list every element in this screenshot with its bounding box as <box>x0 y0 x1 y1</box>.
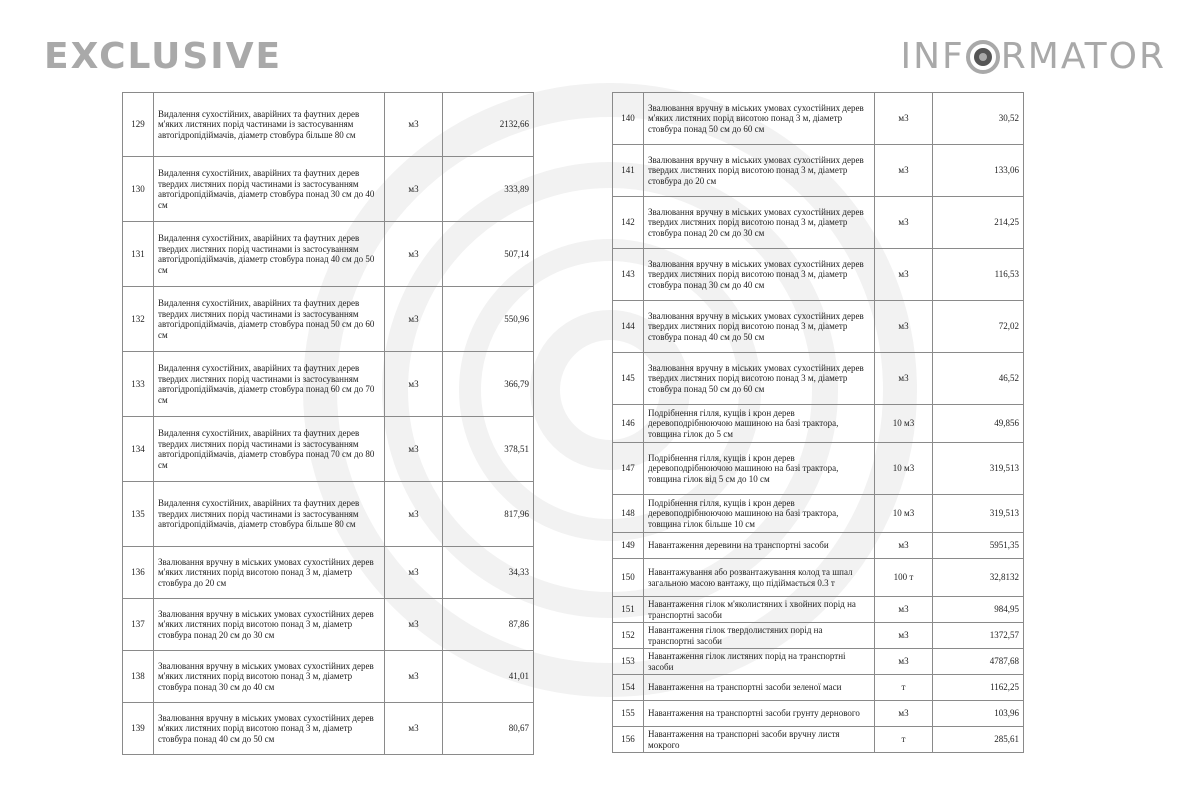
table-row <box>613 443 1024 495</box>
table-row <box>613 623 1024 649</box>
row-unit: м3 <box>875 197 933 249</box>
table-row <box>123 157 534 222</box>
row-unit: м3 <box>875 301 933 353</box>
table-row <box>613 727 1024 753</box>
row-number: 142 <box>613 197 644 249</box>
row-description: Видалення сухостійних, аварійних та фаутних дерев твердих листяних порід частинами із застосуванням автогідропідіймачів, діаметр стовбура понад 60 см до 70 см <box>154 352 385 417</box>
row-unit: м3 <box>385 599 443 651</box>
row-value: 116,53 <box>933 249 1024 301</box>
row-description: Видалення сухостійних, аварійних та фаутних дерев твердих листяних порід частинами із застосуванням автогідропідіймачів, діаметр стовбура більше 80 см <box>154 482 385 547</box>
row-number: 131 <box>123 222 154 287</box>
row-value: 34,33 <box>443 547 534 599</box>
row-value: 4787,68 <box>933 649 1024 675</box>
row-value: 333,89 <box>443 157 534 222</box>
table-row <box>613 649 1024 675</box>
row-value: 72,02 <box>933 301 1024 353</box>
table-row <box>613 405 1024 443</box>
row-number: 145 <box>613 353 644 405</box>
row-number: 156 <box>613 727 644 753</box>
row-description: Навантажування або розвантажування колод та шпал загальною масою вантажу, що підіймається 0.3 т <box>644 559 875 597</box>
row-description: Навантаження деревини на транспортні засоби <box>644 533 875 559</box>
table-row <box>613 597 1024 623</box>
row-description: Навантаження гілок листяних порід на транспортні засоби <box>644 649 875 675</box>
row-number: 135 <box>123 482 154 547</box>
row-value: 32,8132 <box>933 559 1024 597</box>
row-number: 137 <box>123 599 154 651</box>
row-value: 1162,25 <box>933 675 1024 701</box>
row-number: 130 <box>123 157 154 222</box>
table-row <box>613 675 1024 701</box>
row-unit: м3 <box>875 533 933 559</box>
row-number: 149 <box>613 533 644 559</box>
row-number: 151 <box>613 597 644 623</box>
table-row <box>613 533 1024 559</box>
row-value: 285,61 <box>933 727 1024 753</box>
row-number: 148 <box>613 495 644 533</box>
row-description: Звалювання вручну в міських умовах сухостійних дерев м'яких листяних порід висотою понад 3 м, діаметр стовбура понад 20 см до 30 см <box>154 599 385 651</box>
row-description: Навантаження гілок м'яколистяних і хвойних порід на транспортні засоби <box>644 597 875 623</box>
row-unit: м3 <box>385 482 443 547</box>
right-work-items-table <box>612 92 1024 753</box>
row-unit: м3 <box>385 222 443 287</box>
row-number: 143 <box>613 249 644 301</box>
row-number: 134 <box>123 417 154 482</box>
row-description: Подрібнення гілля, кущів і крон дерев деревоподрібнюючою машиною на базі трактора, товщина гілок до 5 см <box>644 405 875 443</box>
row-description: Подрібнення гілля, кущів і крон дерев деревоподрібнюючою машиною на базі трактора, товщина гілок більше 10 см <box>644 495 875 533</box>
row-unit: м3 <box>875 701 933 727</box>
row-description: Навантаження на транспортні засоби зеленої маси <box>644 675 875 701</box>
row-number: 141 <box>613 145 644 197</box>
row-value: 378,51 <box>443 417 534 482</box>
table-row <box>123 287 534 352</box>
row-description: Звалювання вручну в міських умовах сухостійних дерев твердих листяних порід висотою понад 3 м, діаметр стовбура понад 40 см до 50 см <box>644 301 875 353</box>
row-unit: м3 <box>385 651 443 703</box>
row-description: Звалювання вручну в міських умовах сухостійних дерев твердих листяних порід висотою понад 3 м, діаметр стовбура до 20 см <box>644 145 875 197</box>
row-unit: м3 <box>875 597 933 623</box>
row-value: 319,513 <box>933 495 1024 533</box>
logo-text-suffix: RMATOR <box>1000 36 1166 77</box>
row-value: 817,96 <box>443 482 534 547</box>
row-description: Звалювання вручну в міських умовах сухостійних дерев м'яких листяних порід висотою понад 3 м, діаметр стовбура понад 40 см до 50 см <box>154 703 385 755</box>
row-value: 41,01 <box>443 651 534 703</box>
row-unit: м3 <box>875 649 933 675</box>
row-value: 80,67 <box>443 703 534 755</box>
row-description: Видалення сухостійних, аварійних та фаутних дерев твердих листяних порід частинами із застосуванням автогідропідіймачів, діаметр стовбура понад 40 см до 50 см <box>154 222 385 287</box>
row-unit: м3 <box>875 93 933 145</box>
row-description: Подрібнення гілля, кущів і крон дерев деревоподрібнюючою машиною на базі трактора, товщина гілок від 5 см до 10 см <box>644 443 875 495</box>
row-description: Звалювання вручну в міських умовах сухостійних дерев твердих листяних порід висотою понад 3 м, діаметр стовбура понад 50 см до 60 см <box>644 353 875 405</box>
row-number: 144 <box>613 301 644 353</box>
row-unit: 10 м3 <box>875 495 933 533</box>
row-value: 133,06 <box>933 145 1024 197</box>
table-row <box>123 651 534 703</box>
row-unit: м3 <box>385 287 443 352</box>
row-description: Звалювання вручну в міських умовах сухостійних дерев м'яких листяних порід висотою понад 3 м, діаметр стовбура понад 50 см до 60 см <box>644 93 875 145</box>
row-number: 140 <box>613 93 644 145</box>
table-row <box>123 482 534 547</box>
row-number: 136 <box>123 547 154 599</box>
table-row <box>123 222 534 287</box>
table-row <box>613 197 1024 249</box>
row-value: 30,52 <box>933 93 1024 145</box>
row-number: 152 <box>613 623 644 649</box>
row-value: 87,86 <box>443 599 534 651</box>
row-description: Звалювання вручну в міських умовах сухостійних дерев твердих листяних порід висотою понад 3 м, діаметр стовбура понад 20 см до 30 см <box>644 197 875 249</box>
row-description: Видалення сухостійних, аварійних та фаутних дерев твердих листяних порід частинами із застосуванням автогідропідіймачів, діаметр стовбура понад 50 см до 60 см <box>154 287 385 352</box>
row-unit: т <box>875 727 933 753</box>
table-row <box>123 352 534 417</box>
row-number: 150 <box>613 559 644 597</box>
row-unit: 10 м3 <box>875 405 933 443</box>
informator-logo <box>900 36 1166 77</box>
table-row <box>613 145 1024 197</box>
table-row <box>613 353 1024 405</box>
row-unit: м3 <box>875 249 933 301</box>
row-value: 507,14 <box>443 222 534 287</box>
table-row <box>613 249 1024 301</box>
row-number: 129 <box>123 93 154 157</box>
exclusive-brand-label: EXCLUSIVE <box>44 36 283 77</box>
row-value: 103,96 <box>933 701 1024 727</box>
row-unit: 100 т <box>875 559 933 597</box>
row-value: 550,96 <box>443 287 534 352</box>
table-row <box>123 703 534 755</box>
table-row <box>123 93 534 157</box>
left-work-items-table <box>122 92 534 755</box>
logo-text-prefix: INF <box>900 36 965 77</box>
table-row <box>123 547 534 599</box>
row-unit: т <box>875 675 933 701</box>
row-value: 1372,57 <box>933 623 1024 649</box>
table-row <box>613 93 1024 145</box>
row-number: 147 <box>613 443 644 495</box>
row-description: Навантаження гілок твердолистяних порід на транспортні засоби <box>644 623 875 649</box>
table-row <box>123 599 534 651</box>
row-value: 2132,66 <box>443 93 534 157</box>
row-value: 5951,35 <box>933 533 1024 559</box>
row-unit: м3 <box>385 93 443 157</box>
row-description: Навантаження на транспорні засоби вручну листя мокрого <box>644 727 875 753</box>
table-row <box>613 495 1024 533</box>
row-description: Звалювання вручну в міських умовах сухостійних дерев м'яких листяних порід висотою понад 3 м, діаметр стовбура понад 30 см до 40 см <box>154 651 385 703</box>
table-row <box>613 701 1024 727</box>
row-value: 46,52 <box>933 353 1024 405</box>
row-number: 154 <box>613 675 644 701</box>
row-unit: м3 <box>385 417 443 482</box>
row-description: Видалення сухостійних, аварійних та фаутних дерев твердих листяних порід частинами із застосуванням автогідропідіймачів, діаметр стовбура понад 70 см до 80 см <box>154 417 385 482</box>
row-number: 133 <box>123 352 154 417</box>
row-value: 366,79 <box>443 352 534 417</box>
row-description: Навантаження на транспортні засоби грунту дернового <box>644 701 875 727</box>
row-unit: м3 <box>875 145 933 197</box>
row-number: 132 <box>123 287 154 352</box>
table-row <box>123 417 534 482</box>
row-number: 146 <box>613 405 644 443</box>
table-row <box>613 301 1024 353</box>
row-number: 139 <box>123 703 154 755</box>
eye-icon <box>966 40 1000 74</box>
row-description: Видалення сухостійних, аварійних та фаутних дерев м'яких листяних порід частинами із застосуванням автогідропідіймачів, діаметр стовбура більше 80 см <box>154 93 385 157</box>
row-description: Видалення сухостійних, аварійних та фаутних дерев твердих листяних порід частинами із застосуванням автогідропідіймачів, діаметр стовбура понад 30 см до 40 см <box>154 157 385 222</box>
row-value: 214,25 <box>933 197 1024 249</box>
row-description: Звалювання вручну в міських умовах сухостійних дерев м'яких листяних порід висотою понад 3 м, діаметр стовбура до 20 см <box>154 547 385 599</box>
row-description: Звалювання вручну в міських умовах сухостійних дерев твердих листяних порід висотою понад 3 м, діаметр стовбура понад 30 см до 40 см <box>644 249 875 301</box>
row-unit: м3 <box>385 157 443 222</box>
row-unit: м3 <box>385 547 443 599</box>
row-value: 49,856 <box>933 405 1024 443</box>
row-number: 138 <box>123 651 154 703</box>
row-value: 319,513 <box>933 443 1024 495</box>
table-row <box>613 559 1024 597</box>
row-number: 155 <box>613 701 644 727</box>
row-unit: м3 <box>875 623 933 649</box>
row-unit: м3 <box>385 703 443 755</box>
row-number: 153 <box>613 649 644 675</box>
row-value: 984,95 <box>933 597 1024 623</box>
row-unit: м3 <box>385 352 443 417</box>
row-unit: 10 м3 <box>875 443 933 495</box>
row-unit: м3 <box>875 353 933 405</box>
